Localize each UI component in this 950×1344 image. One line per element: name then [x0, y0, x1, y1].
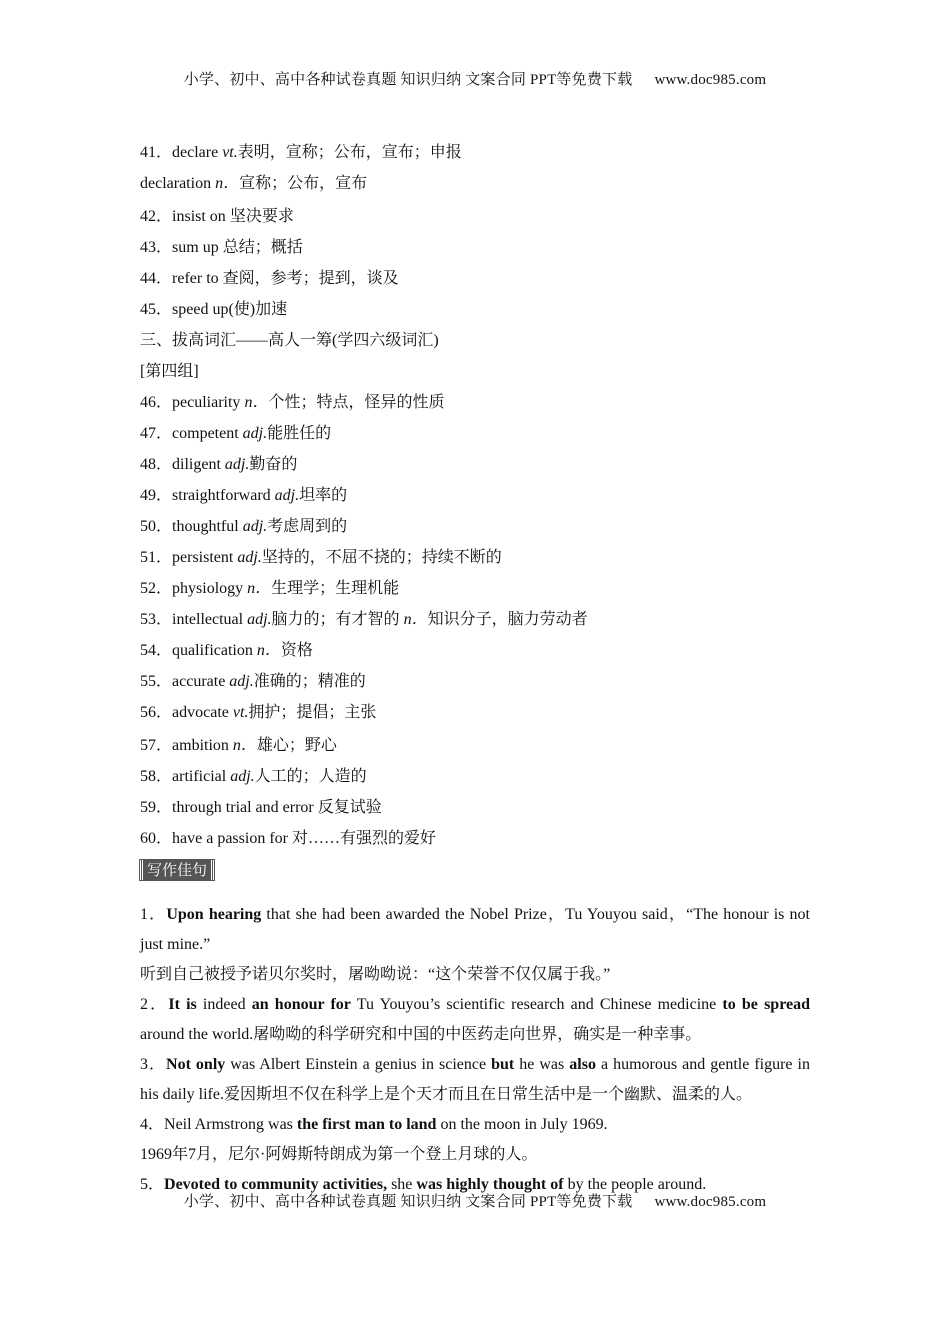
vocab-item-48: 48．diligent adj.勤奋的 — [140, 456, 298, 473]
vocab-item-42: 42．insist on 坚决要求 — [140, 208, 294, 225]
vocab-item-46: 46．peculiarity n．个性；特点，怪异的性质 — [140, 394, 445, 411]
header-url[interactable]: www.doc985.com — [654, 72, 767, 88]
vocab-item-43: 43．sum up 总结；概括 — [140, 239, 303, 256]
vocab-item-56: 56．advocate vt.拥护；提倡；主张 — [140, 704, 377, 721]
vocab-item-45: 45．speed up(使)加速 — [140, 301, 288, 318]
group-title: [第四组] — [140, 363, 199, 380]
vocab-item-44: 44．refer to 查阅，参考；提到，谈及 — [140, 270, 399, 287]
footer-url[interactable]: www.doc985.com — [654, 1194, 767, 1210]
header-text: 小学、初中、高中各种试卷真题 知识归纳 文案合同 PPT等免费下载 — [183, 72, 633, 88]
vocab-item-53: 53．intellectual adj.脑力的；有才智的 n．知识分子，脑力劳动者 — [140, 611, 588, 628]
vocab-item-57: 57．ambition n．雄心；野心 — [140, 737, 337, 754]
sentence-1-translation: 听到自己被授予诺贝尔奖时，屠呦呦说：“这个荣誉不仅仅属于我。” — [140, 966, 611, 983]
vocab-item-52: 52．physiology n．生理学；生理机能 — [140, 580, 400, 597]
sentence-4-translation: 1969年7月，尼尔·阿姆斯特朗成为第一个登上月球的人。 — [140, 1146, 538, 1163]
sentence-3: 3．Not only was Albert Einstein a genius in science but he was also a humorous and gentle figure in his daily life.爱因斯坦不仅在科学上是个天才而且在日常生活中是一个幽默、温柔的人。 — [140, 1056, 810, 1103]
vocab-item-55: 55．accurate adj.准确的；精准的 — [140, 673, 366, 690]
vocab-item-59: 59．through trial and error 反复试验 — [140, 799, 382, 816]
document-body — [140, 143, 810, 1200]
sentence-2: 2．It is indeed an honour for Tu Youyou’s scientific research and Chinese medicine to be spread around the world.屠呦呦的科学研究和中国的中医药走向世界，确实是一种幸事。 — [140, 996, 811, 1043]
vocab-item-60: 60．have a passion for 对……有强烈的爱好 — [140, 830, 436, 847]
vocab-item-41: 41．declare vt.表明，宣称；公布，宣布；申报 — [140, 144, 462, 161]
section-title: 三、拔高词汇——高人一筹(学四六级词汇) — [140, 332, 439, 349]
page-footer — [0, 1190, 950, 1211]
sentence-1: 1．Upon hearing that she had been awarded the Nobel Prize，Tu Youyou said，“The honour is not just mine.” 听到自己被授予诺贝尔奖时，屠呦呦说：“这个荣誉不仅仅属于我。” — [140, 906, 810, 983]
sentence-4: 4．Neil Armstrong was the first man to land on the moon in July 1969. 1969年7月，尼尔·阿姆斯特朗成为第一个登上月球的人。 — [140, 1116, 608, 1163]
writing-section-tag-row — [140, 860, 810, 900]
vocab-item-58: 58．artificial adj.人工的；人造的 — [140, 768, 367, 785]
sentence-5: 5．Devoted to community activities, she was highly thought of by the people around. — [140, 1176, 707, 1193]
vocab-item-50: 50．thoughtful adj.考虑周到的 — [140, 518, 348, 535]
vocab-item-54: 54．qualification n．资格 — [140, 642, 313, 659]
footer-text: 小学、初中、高中各种试卷真题 知识归纳 文案合同 PPT等免费下载 — [183, 1194, 633, 1210]
vocab-item-47: 47．competent adj.能胜任的 — [140, 425, 332, 442]
vocab-item-41b: declaration n．宣称；公布，宣布 — [140, 175, 368, 192]
vocab-item-51: 51．persistent adj.坚持的，不屈不挠的；持续不断的 — [140, 549, 502, 566]
writing-section-tag: 写作佳句 — [140, 860, 214, 880]
vocab-item-49: 49．straightforward adj.坦率的 — [140, 487, 348, 504]
page-header — [0, 68, 950, 89]
